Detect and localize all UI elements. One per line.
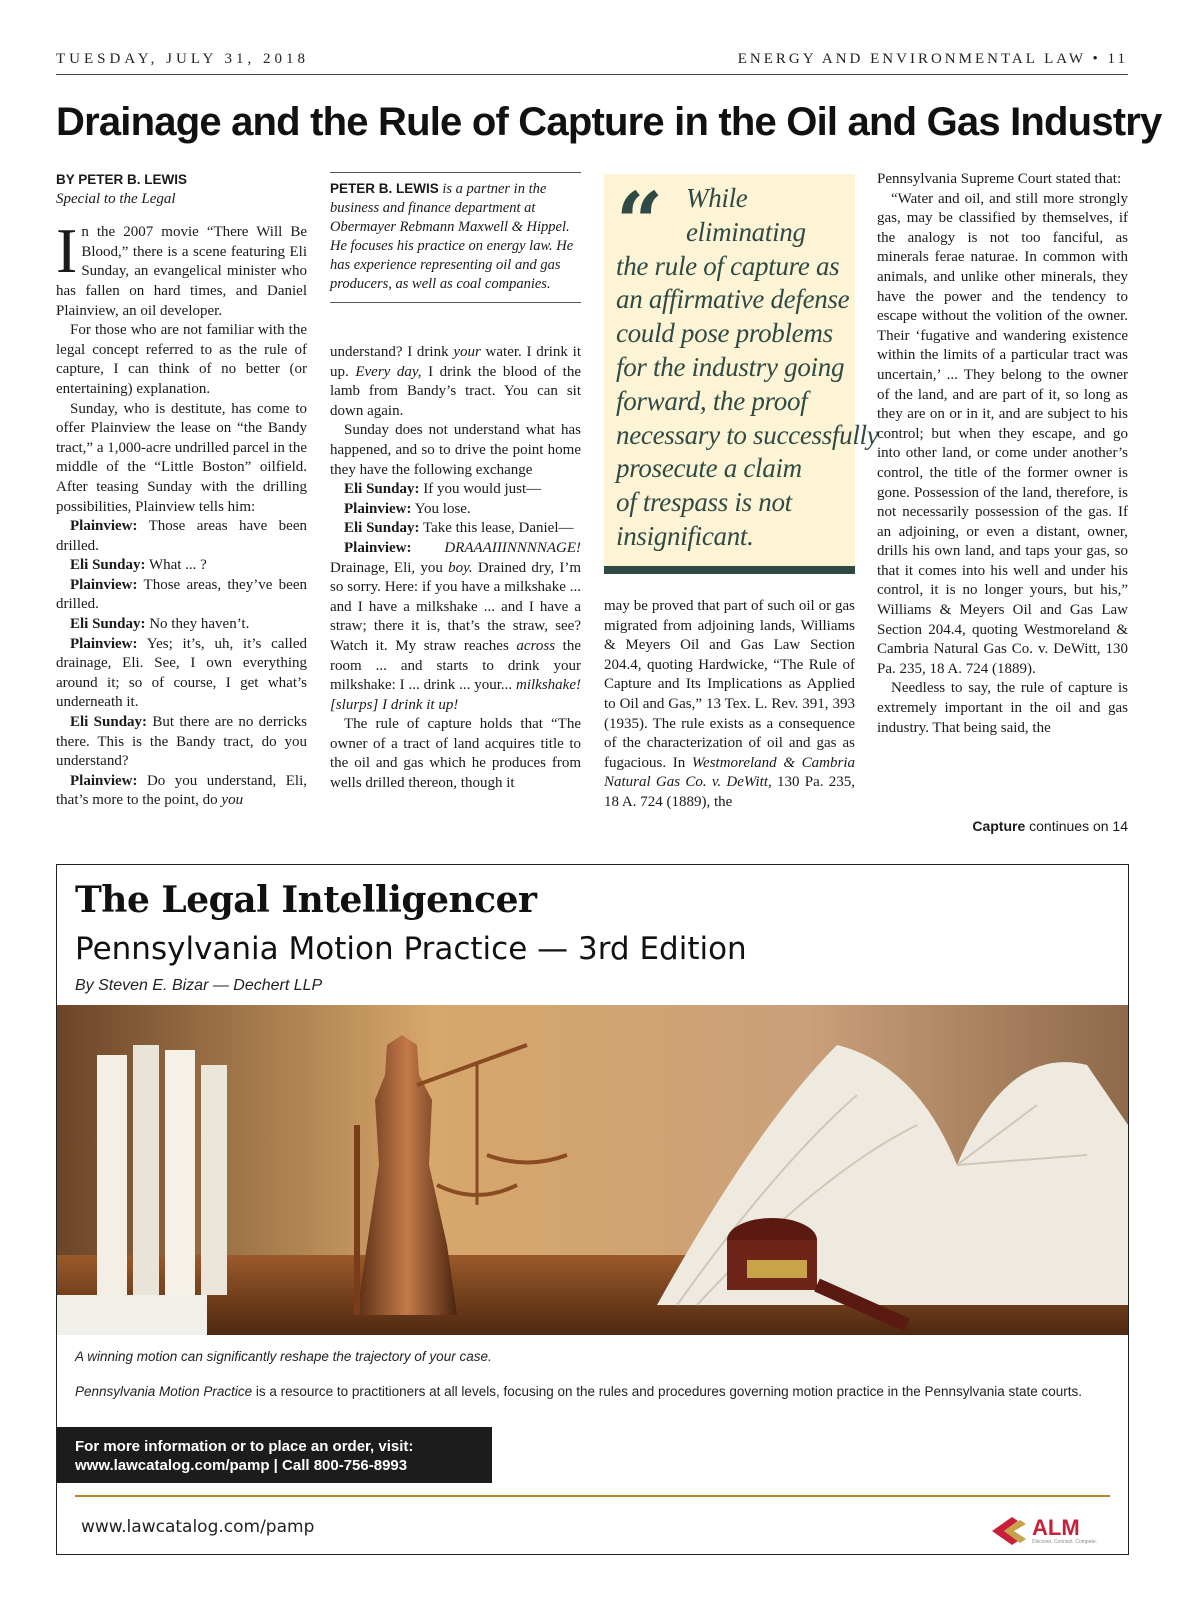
article-paragraph: understand? I drink your water. I drink it up. Every day, I drink the blood of the lamb from Bandy’s tract. You can sit down again. — [330, 344, 581, 419]
lady-justice-gavel-photo — [57, 1005, 1128, 1335]
ad-caption: A winning motion can significantly reshape the trajectory of your case. — [75, 1349, 492, 1364]
ad-divider — [75, 1495, 1110, 1497]
photo-illustration — [57, 1005, 1128, 1335]
byline-title: Special to the Legal — [56, 190, 176, 207]
pull-quote-box — [604, 174, 879, 574]
ad-cta-line-2[interactable]: www.lawcatalog.com/pamp | Call 800-756-8993 — [75, 1457, 408, 1474]
dialogue-line: Eli Sunday: No they haven’t. — [70, 616, 250, 633]
article-paragraph: Sunday, who is destitute, has come to offer Plainview the lease on “the Bandy tract,” a 1,000-acre undrilled parcel in the middle of the “Little Boston” oilfield. After teasing Sunday with the drilling possibilities, Plainview tells him: — [56, 400, 307, 515]
ad-description: Pennsylvania Motion Practice is a resource to practitioners at all levels, focusing on the rules and procedures governing motion practice in the Pennsylvania state courts. — [75, 1384, 1083, 1399]
article-column-1 — [56, 170, 307, 811]
alm-logo-text: ALM — [1032, 1515, 1080, 1540]
article-headline: Drainage and the Rule of Capture in the Oil and Gas Industry — [56, 100, 1162, 144]
dialogue-line: Plainview: Yes; it’s, uh, it’s called drainage, Eli. See, I own everything around it; so of course, I get what’s underneath it. — [56, 635, 307, 711]
dialogue-line: Plainview: DRAAAIIINNNNAGE! Drainage, Eli, you boy. Drained dry, I’m so sorry. Here: if you have a milkshake ... and I have a milkshake ... and I have a straw; there it is, that’s the straw, see? Watch it. My straw reaches across the room ... and starts to drink your milkshake: I ... drink ... your... milkshake! [slurps] I drink it up! — [330, 539, 581, 713]
article-paragraph: may be proved that part of such oil or gas migrated from adjoining lands, Williams & Meyers Oil and Gas Law Section 204.4, quoting Hardwicke, “The Rule of Capture and Its Implications as Applied to Oil and Gas,” 13 Tex. L. Rev. 391, 393 (1935). The rule exists as a consequence of the characterization of oil and gas as fugacious. In Westmoreland & Cambria Natural Gas Co. v. DeWitt, 130 Pa. 235, 18 A. 724 (1889), the — [604, 598, 856, 810]
article-paragraph: In the 2007 movie “There Will Be Blood,” there is a scene featuring Eli Sunday, an evangelical minister who has fallen on hard times, and Daniel Plainview, an oil developer. — [56, 215, 307, 319]
alm-logo — [990, 1511, 1110, 1545]
bio-name: PETER B. LEWIS — [330, 181, 439, 196]
article-column-3 — [604, 597, 855, 813]
folio-section-page: ENERGY AND ENVIRONMENTAL LAW • 11 — [737, 51, 1128, 67]
alm-tagline: Discover. Connect. Compete. — [1032, 1539, 1098, 1545]
quote-mark-icon: “ — [616, 175, 664, 271]
drop-cap: I — [56, 215, 78, 287]
article-paragraph: Needless to say, the rule of capture is extremely important in the oil and gas industry. That being said, the — [877, 680, 1128, 736]
byline-name: BY PETER B. LEWIS — [56, 172, 188, 187]
legal-intelligencer-logo: The Legal Intelligencer — [75, 879, 537, 921]
dialogue-line: Eli Sunday: What ... ? — [70, 557, 207, 574]
advertisement — [56, 864, 1129, 1555]
dialogue-line: Eli Sunday: But there are no derricks there. This is the Bandy tract, do you understand? — [56, 714, 307, 770]
article-paragraph: For those who are not familiar with the legal concept referred to as the rule of capture, I can think of no better (or entertaining) explanation. — [56, 322, 307, 397]
author-bio — [330, 172, 581, 303]
article-quote: “Water and oil, and still more strongly gas, may be classified by themselves, if the analogy is not too fanciful, as minerals ferae naturae. In common with animals, and unlike other minerals, they have the power and the tendency to escape without the volition of the owner. Their ‘fugative and wandering existence within the limits of a particular tract was uncertain,’ ... They belong to the owner of the land, and are part of it, so long as they are on or in it, and are subject to his control; but when they escape, and go into other land, or come under another’s control, the title of the former owner is gone. Possession of the land, therefore, is not necessarily possession of the gas. If an adjoining, or even a distant, owner, drills his own land, and taps your gas, so that it comes into his well and under his control, it is no longer yours, but his,” Williams & Meyers Oil and Gas Law Section 204.4, quoting Westmoreland & Cambria Natural Gas Co. v. DeWitt, 130 Pa. 235, 18 A. 724 (1889). — [877, 190, 1128, 677]
article-column-4 — [877, 170, 1128, 738]
article-paragraph: The rule of capture holds that “The owner of a tract of land acquires title to the oil and gas which he produces from wells drilled thereon, though it — [330, 716, 581, 792]
article-paragraph: Pennsylvania Supreme Court stated that: — [877, 171, 1122, 187]
ad-author: By Steven E. Bizar — Dechert LLP — [75, 977, 323, 994]
ad-url-link[interactable]: www.lawcatalog.com/pamp — [81, 1517, 315, 1537]
ad-cta-line-1: For more information or to place an order, visit: — [75, 1438, 414, 1455]
article-column-2 — [330, 343, 581, 794]
page-folio — [56, 51, 1128, 75]
ad-order-info[interactable] — [57, 1427, 492, 1483]
article-paragraph: Sunday does not understand what has happened, and so to drive the point home they have the following exchange — [330, 422, 581, 478]
folio-date: TUESDAY, JULY 31, 2018 — [56, 51, 310, 67]
pull-quote-text: While eliminating the rule of capture as an affirmative defense could pose problems for the industry going forward, the proof necessary to successfully prosecute a claim of trespass is not insignificant. — [616, 183, 879, 551]
dialogue-line: Plainview: Those areas have been drilled. — [56, 518, 307, 554]
bio-text: is a partner in the business and finance department at Obermayer Rebmann Maxwell & Hippel. He focuses his practice on energy law. He has experience representing oil and gas producers, as well as coal companies. — [330, 181, 574, 292]
dialogue-line: Plainview: Those areas, they’ve been drilled. — [56, 576, 307, 613]
continuation-line: Capture continues on 14 — [972, 818, 1128, 834]
dialogue-line: Eli Sunday: Take this lease, Daniel— — [344, 520, 574, 537]
dialogue-line: Eli Sunday: If you would just— — [344, 481, 542, 498]
ad-title: Pennsylvania Motion Practice — 3rd Edition — [75, 931, 747, 967]
dialogue-line: Plainview: Do you understand, Eli, that’s more to the point, do you — [56, 772, 307, 809]
dialogue-line: Plainview: You lose. — [344, 500, 471, 517]
